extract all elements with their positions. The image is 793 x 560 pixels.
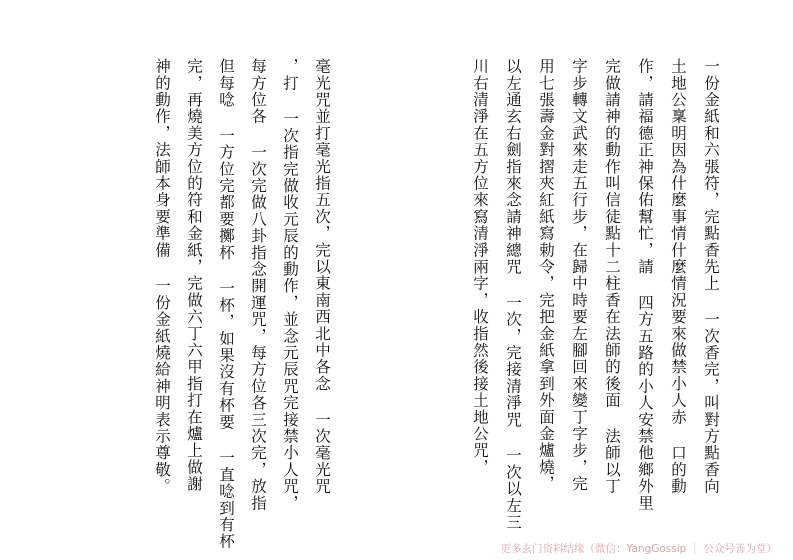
text-column-1: 一份金紙和六張符，完點香先上 一次香完，叫對方點香向 xyxy=(702,58,720,495)
text-column-7: 以左通玄右劍指來念請神總咒 一次，完接清淨咒 一次以左三 xyxy=(504,58,522,531)
text-column-4: 完做請神的動作叫信徒點十二柱香在法師的後面 法師以丁 xyxy=(603,58,621,495)
text-column-12: 但每唸 一方位完都要擲杯 一杯，如果沒有杯要 一直唸到有杯 xyxy=(217,58,235,550)
text-column-5: 字步轉文武來走五行步，在歸中時要左腳回來變丁字步，完 xyxy=(570,58,588,493)
text-column-14: 神的動作，法師本身要準備 一份金紙燒給神明表示尊敬。 xyxy=(153,58,171,495)
text-column-2: 土地公稟明因為什麼事情什麼情況要來做禁小人赤 口的動 xyxy=(669,58,687,495)
text-column-9: 毫光咒並打毫光指五次，完以東南西北中各念 一次毫光咒 xyxy=(313,58,331,495)
text-column-10: ，打 一次指完做收元辰的動作，並念元辰咒完接禁小人咒， xyxy=(281,58,299,512)
text-column-8: 川右清淨在五方位來寫清淨兩字，收指然後接土地公咒， xyxy=(471,58,489,476)
watermark-footer: 更多玄门资料结缘（微信：YangGossip ｜ 公众号善为堂） xyxy=(500,543,777,555)
text-column-13: 完，再燒美方位的符和金紙，完做六丁六甲指打在爐上做謝 xyxy=(185,58,203,493)
text-column-11: 每方位各 一次完做八卦指念開運咒，每方位各三次完，放指 xyxy=(249,58,267,512)
text-column-3: 作，請福德正神保佑幫忙，請 四方五路的小人安禁他鄉外里 xyxy=(636,58,654,512)
text-column-6: 用七張壽金對摺夾紅紙寫勅令，完把金紙拿到外面金爐燒， xyxy=(537,58,555,493)
